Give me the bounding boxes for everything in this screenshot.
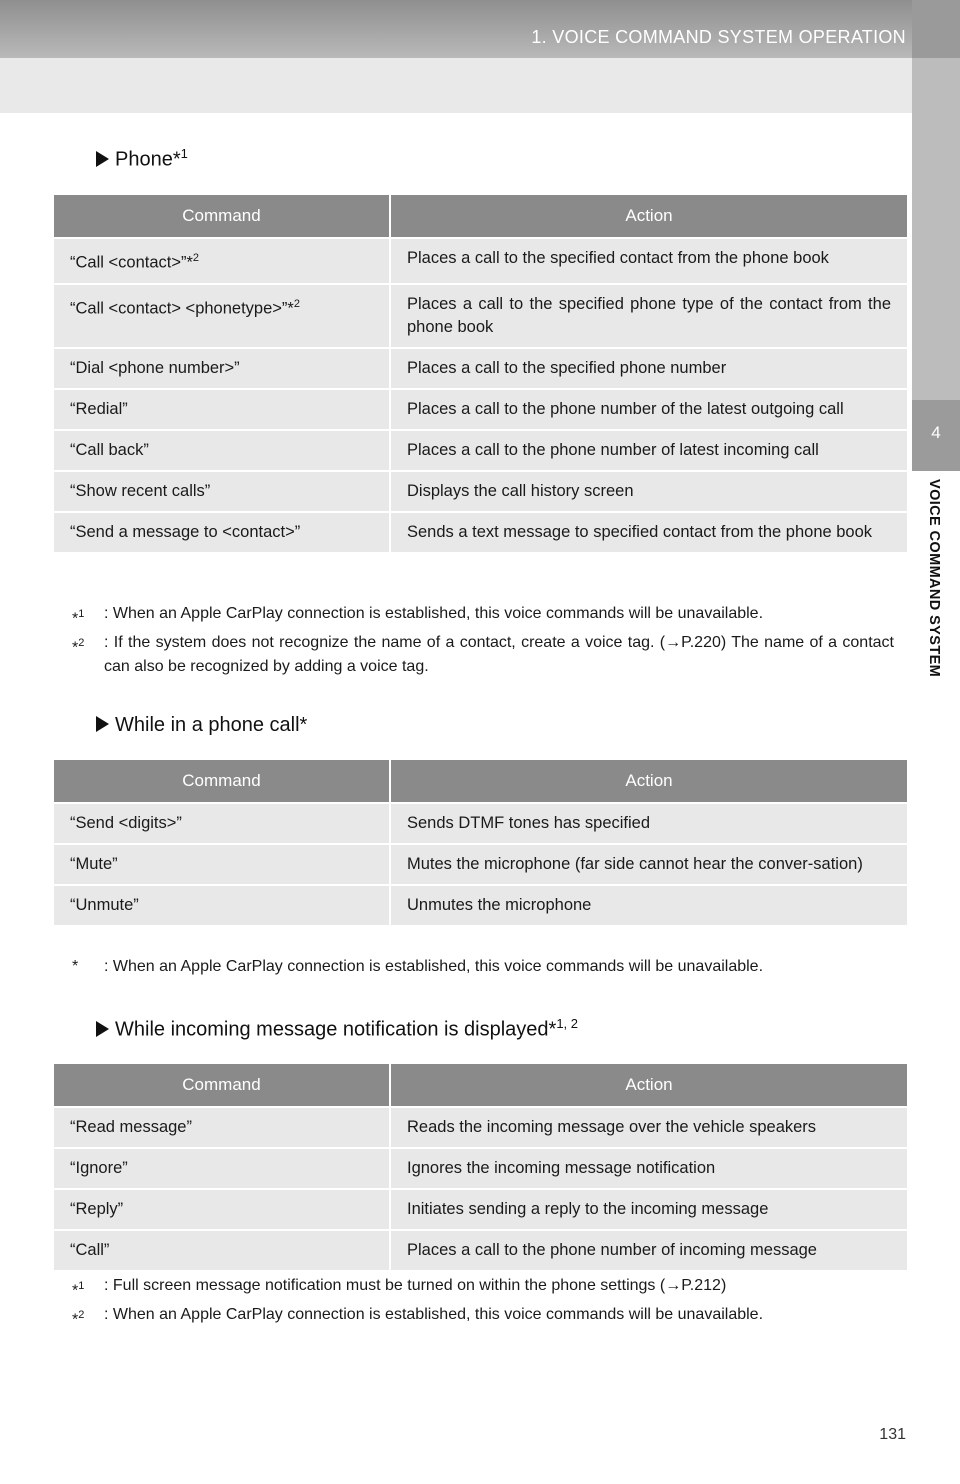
command-cell: “Read message” xyxy=(54,1108,389,1147)
command-cell: “Call back” xyxy=(54,431,389,470)
action-cell: Places a call to the phone number of latest incoming call xyxy=(389,431,907,470)
table-row xyxy=(54,1190,907,1229)
action-cell: Places a call to the phone number of the latest outgoing call xyxy=(389,390,907,429)
action-cell: Unmutes the microphone xyxy=(389,886,907,925)
table-header-row xyxy=(54,1064,907,1106)
command-cell: “Dial <phone number>” xyxy=(54,349,389,388)
footnote: *$^2$ : If the system does not recognize the name of a contact, create a voice tag. (→P.220) The name of a contact can also be recognized by adding a voice tag. xyxy=(72,634,894,676)
footnotes-message-notification xyxy=(72,1274,894,1333)
command-cell: “Show recent calls” xyxy=(54,472,389,511)
action-cell: Places a call to the specified phone number xyxy=(389,349,907,388)
column-header-command: Command xyxy=(54,1064,389,1106)
table-row xyxy=(54,1108,907,1147)
command-cell: “Redial” xyxy=(54,390,389,429)
table-header-row xyxy=(54,760,907,802)
action-cell: Ignores the incoming message notification xyxy=(389,1149,907,1188)
action-cell: Sends DTMF tones has specified xyxy=(389,804,907,843)
table-row xyxy=(54,1149,907,1188)
action-cell: Places a call to the specified phone type of the contact from the phone book xyxy=(389,285,907,347)
table-header-row xyxy=(54,195,907,237)
command-cell: “Reply” xyxy=(54,1190,389,1229)
command-cell: “Mute” xyxy=(54,845,389,884)
table-row xyxy=(54,431,907,470)
table-row xyxy=(54,804,907,843)
play-arrow-icon xyxy=(96,1021,109,1037)
page-number: 131 xyxy=(879,1426,906,1443)
chapter-side-label: VOICE COMMAND SYSTEM xyxy=(926,479,942,678)
header-band xyxy=(0,58,960,113)
side-tab-upper xyxy=(912,0,960,400)
command-cell: “Send <digits>” xyxy=(54,804,389,843)
action-cell: Places a call to the phone number of incoming message xyxy=(389,1231,907,1270)
action-cell: Reads the incoming message over the vehicle speakers xyxy=(389,1108,907,1147)
footnote: *$^2$ : When an Apple CarPlay connection is established, this voice commands will be unavailable. xyxy=(72,1306,764,1329)
table-row xyxy=(54,513,907,552)
column-header-action: Action xyxy=(389,760,907,802)
action-cell: Initiates sending a reply to the incoming message xyxy=(389,1190,907,1229)
table-row xyxy=(54,1231,907,1270)
column-header-command: Command xyxy=(54,195,389,237)
table-row xyxy=(54,390,907,429)
table-row xyxy=(54,472,907,511)
section-heading-phone: Phone*$^1$ xyxy=(96,146,188,172)
action-cell: Mutes the microphone (far side cannot hear the conver-sation) xyxy=(389,845,907,884)
footnotes-phone xyxy=(72,602,894,679)
column-header-action: Action xyxy=(389,195,907,237)
footnote: * : When an Apple CarPlay connection is established, this voice commands will be unavailable. xyxy=(72,958,764,975)
table-row xyxy=(54,349,907,388)
table-row xyxy=(54,886,907,925)
action-cell: Sends a text message to specified contact from the phone book xyxy=(389,513,907,552)
command-cell: “Unmute” xyxy=(54,886,389,925)
footnote: *$^1$ : When an Apple CarPlay connection is established, this voice commands will be unavailable. xyxy=(72,605,764,628)
action-cell: Places a call to the specified contact from the phone book xyxy=(389,239,907,283)
footnote: *$^1$ : Full screen message notification must be turned on within the phone settings (→P.212) xyxy=(72,1277,727,1300)
command-cell: “Call <contact>”*$^2$ xyxy=(54,239,389,283)
command-cell: “Call <contact> <phonetype>”*$^2$ xyxy=(54,285,389,347)
table-row xyxy=(54,239,907,283)
column-header-action: Action xyxy=(389,1064,907,1106)
command-table-phone-call xyxy=(54,758,907,927)
footnotes-phone-call xyxy=(72,955,894,979)
play-arrow-icon xyxy=(96,151,109,167)
side-tab-top xyxy=(912,0,960,58)
chapter-number-tab: 4 xyxy=(912,400,960,471)
play-arrow-icon xyxy=(96,716,109,732)
section-heading-phone-call: While in a phone call* xyxy=(96,714,307,737)
command-cell: “Call” xyxy=(54,1231,389,1270)
section-heading-message-notification: While incoming message notification is displayed*$^{1, 2}$ xyxy=(96,1016,578,1042)
table-row xyxy=(54,285,907,347)
command-cell: “Send a message to <contact>” xyxy=(54,513,389,552)
command-table-message-notification xyxy=(54,1062,907,1272)
command-table-phone xyxy=(54,193,907,554)
column-header-command: Command xyxy=(54,760,389,802)
command-cell: “Ignore” xyxy=(54,1149,389,1188)
action-cell: Displays the call history screen xyxy=(389,472,907,511)
table-row xyxy=(54,845,907,884)
running-header-title: 1. VOICE COMMAND SYSTEM OPERATION xyxy=(531,27,906,47)
